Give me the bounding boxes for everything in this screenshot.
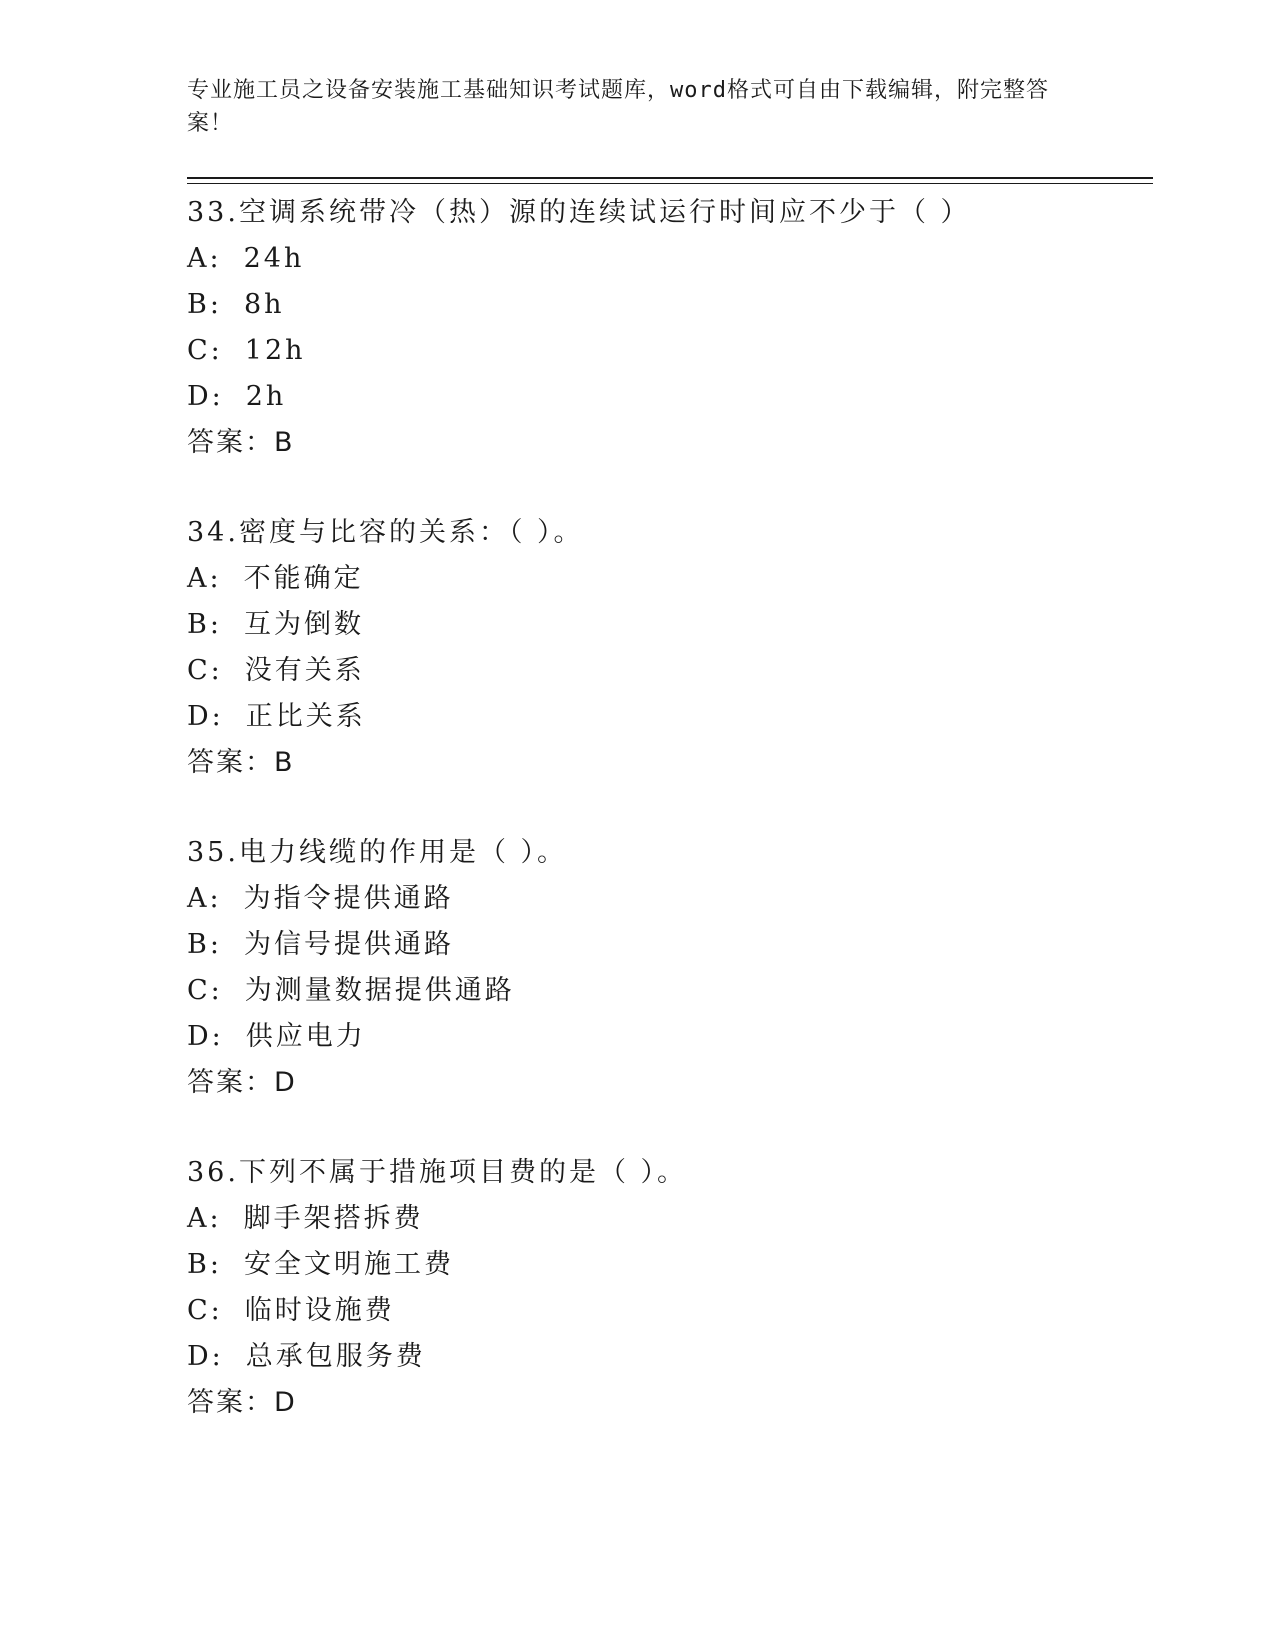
option-letter: C: [187, 1295, 223, 1326]
question-33 [187, 190, 1153, 510]
option-text: 8h [243, 289, 285, 320]
option-d [187, 694, 1153, 740]
header-divider-bottom [187, 183, 1153, 184]
option-text: 安全文明施工费 [243, 1249, 454, 1280]
question-list [187, 190, 1153, 1470]
option-text: 12h [244, 335, 306, 366]
option-c [187, 968, 1153, 1014]
option-text: 24h [243, 243, 305, 274]
answer-line: 答案：D [187, 1387, 297, 1418]
option-letter: A: [187, 243, 222, 274]
option-d [187, 374, 1153, 420]
option-text: 不能确定 [243, 563, 364, 594]
option-c [187, 1288, 1153, 1334]
answer-line: 答案：B [187, 747, 295, 778]
option-a [187, 556, 1153, 602]
option-letter: B: [187, 929, 222, 960]
option-text: 为测量数据提供通路 [244, 975, 515, 1006]
option-d [187, 1334, 1153, 1380]
option-letter: D: [187, 381, 224, 412]
option-letter: D: [187, 701, 224, 732]
question-title: 34.密度与比容的关系：（ ）。 [187, 517, 584, 548]
option-b [187, 922, 1153, 968]
option-letter: B: [187, 609, 222, 640]
option-text: 2h [245, 381, 287, 412]
option-text: 临时设施费 [244, 1295, 395, 1326]
option-b [187, 602, 1153, 648]
option-a [187, 236, 1153, 282]
option-letter: A: [187, 883, 222, 914]
option-c [187, 328, 1153, 374]
question-35 [187, 830, 1153, 1150]
option-letter: A: [187, 1203, 222, 1234]
question-title: 33.空调系统带冷（热）源的连续试运行时间应不少于（ ） [187, 197, 971, 228]
answer-line: 答案：B [187, 427, 295, 458]
option-text: 总承包服务费 [245, 1341, 426, 1372]
document-header: 专业施工员之设备安装施工基础知识考试题库，word格式可自由下载编辑，附完整答案！ [187, 78, 1049, 136]
question-36 [187, 1150, 1153, 1470]
option-letter: D: [187, 1021, 224, 1052]
option-text: 供应电力 [245, 1021, 366, 1052]
option-text: 没有关系 [244, 655, 365, 686]
question-title: 36.下列不属于措施项目费的是（ ）。 [187, 1157, 688, 1188]
option-letter: B: [187, 289, 222, 320]
option-letter: C: [187, 335, 223, 366]
header-divider-top [187, 177, 1153, 179]
option-text: 脚手架搭拆费 [243, 1203, 424, 1234]
option-letter: C: [187, 655, 223, 686]
option-letter: A: [187, 563, 222, 594]
option-c [187, 648, 1153, 694]
option-letter: C: [187, 975, 223, 1006]
option-text: 为信号提供通路 [243, 929, 454, 960]
option-letter: B: [187, 1249, 222, 1280]
question-title: 35.电力线缆的作用是（ ）。 [187, 837, 568, 868]
option-text: 为指令提供通路 [243, 883, 454, 914]
answer-line: 答案：D [187, 1067, 297, 1098]
option-b [187, 282, 1153, 328]
option-text: 互为倒数 [243, 609, 364, 640]
option-text: 正比关系 [245, 701, 366, 732]
question-34 [187, 510, 1153, 830]
option-letter: D: [187, 1341, 224, 1372]
option-d [187, 1014, 1153, 1060]
option-b [187, 1242, 1153, 1288]
option-a [187, 1196, 1153, 1242]
option-a [187, 876, 1153, 922]
